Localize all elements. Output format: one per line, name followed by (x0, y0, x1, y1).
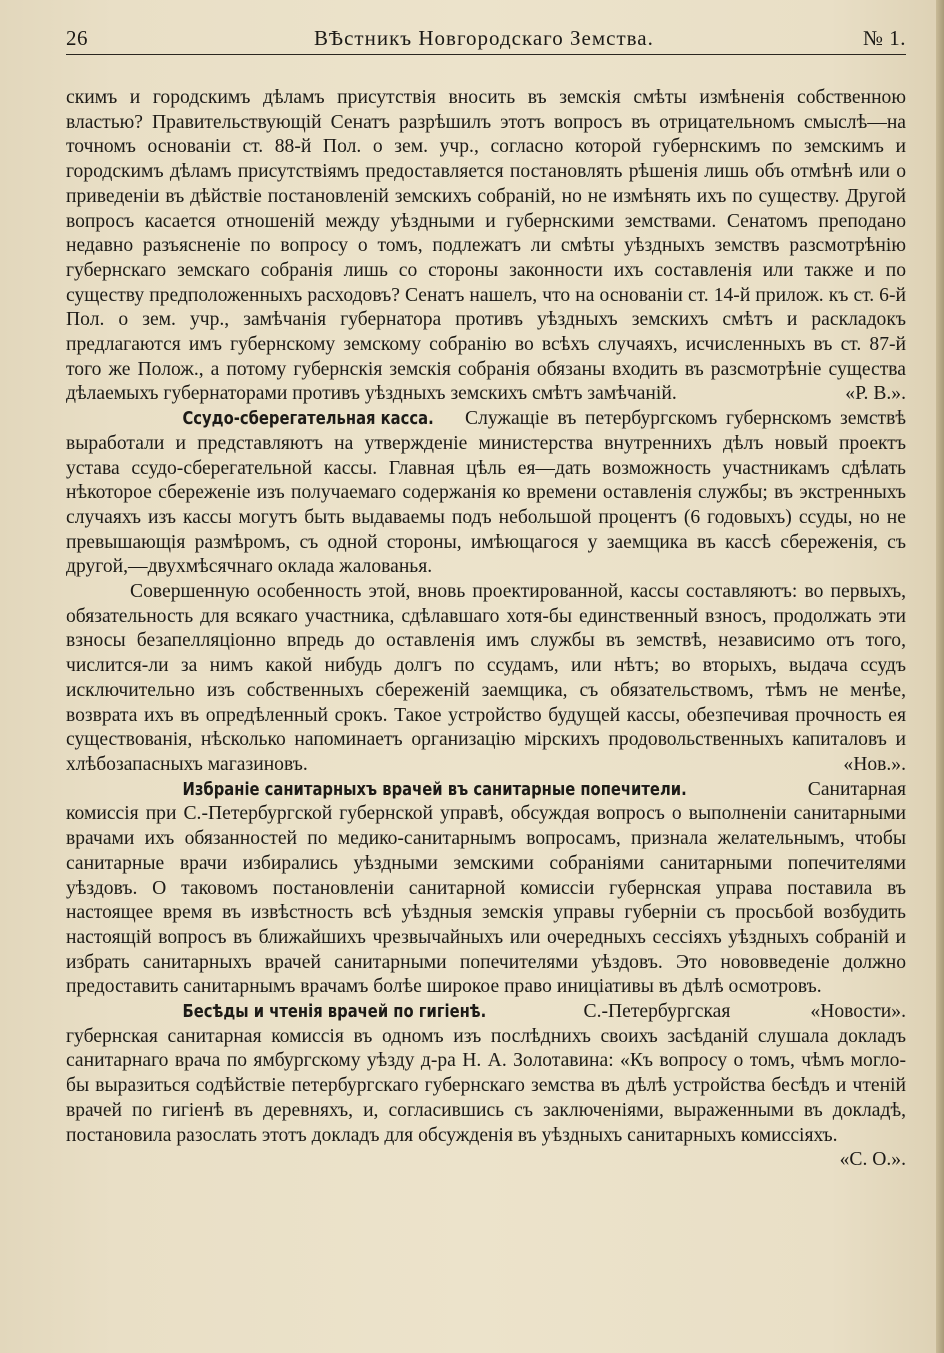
running-title: ВѢстникъ Новгородскаго Земства. (314, 26, 654, 50)
article-body: С.-Петербургская губернская санитарная комиссія въ одномъ изъ послѣднихъ своихъ засѣданій слушала докладъ санитарнаго врача по ямбургскому уѣзду д-ра Н. А. Золотавина: «Къ вопросу о томъ, чѣмъ могло-бы выразиться содѣйствіе петербургскаго губернскаго земства въ дѣлѣ устройства бесѣдъ и чтеній врачей по гигіенѣ въ деревняхъ, и, согласившись съ заключеніями, выраженными въ докладѣ, постановила разослать этотъ докладъ для обсужденія въ уѣздныхъ санитарныхъ комиссіяхъ. (66, 1001, 906, 1146)
page-edge (936, 0, 944, 1353)
article-signature: «Р. В.». (845, 383, 906, 405)
article-continued (66, 86, 906, 407)
article-signature: «Новости». (810, 1001, 906, 1023)
article-heading: Избраніе санитарныхъ врачей въ санитарные попечители. (182, 778, 687, 800)
article-body: Служащіе въ петербургскомъ губернскомъ земствѣ выработали и представляютъ на утвержденіе министерства внутреннихъ дѣлъ новый проектъ устава ссудо-сберегательной кассы. Главная цѣль ея—дать возможность участникамъ сдѣлать нѣкоторое сбереженіе изъ получаемаго содержанія ко времени оставленія службы; въ экстренныхъ случаяхъ изъ кассы могутъ быть выдаваемы подъ небольшой процентъ (6 годовыхъ) ссуды, но не превышающія размѣромъ, съ одной стороны, имѣющагося у заемщика въ кассѣ сбереженія, съ другой,—двухмѣсячнаго оклада жалованья. (66, 408, 906, 578)
article-savings-fund-continued (66, 580, 906, 778)
article-savings-fund (66, 407, 906, 580)
page-number: 26 (66, 26, 88, 50)
article-heading: Ссудо-сберегательная касса. (182, 408, 434, 430)
issue-number: № 1. (862, 26, 906, 50)
article-signature: «Нов.». (843, 753, 906, 775)
article-body: скимъ и городскимъ дѣламъ присутствія вносить въ земскія смѣты измѣненія собственною властью? Правительствующій Сенатъ разрѣшилъ этотъ вопросъ въ отрицательномъ смыслѣ—на точномъ основаніи ст. 88-й Пол. о зем. учр., согласно которой губернскимъ по земскимъ и городскимъ дѣламъ присутствіямъ предоставляется постановлять рѣшенія лишь объ отмѣнѣ или о приведеніи въ дѣйствіе постановленій земскихъ собраній, но не измѣнять ихъ по существу. Другой вопросъ касается отношеній между уѣздными и губернскими земствами. Сенатомъ преподано недавно разъясненіе по вопросу о томъ, подлежатъ ли смѣты уѣздныхъ земствъ разсмотрѣнію губернскаго земскаго собранія лишь со стороны законности ихъ составленія или также и по существу предположенныхъ расходовъ? Сенатъ нашелъ, что на основаніи ст. 14-й прилож. къ ст. 6-й Пол. о зем. учр., замѣчанія губернатора противъ уѣздныхъ земскихъ смѣтъ и раскладокъ предлагаются имъ губернскому земскому собранію во всѣхъ случаяхъ, исчисленныхъ въ ст. 87-й того же Полож., а потому губернскія земскія собранія обязаны входить въ разсмотрѣніе существа дѣлаемыхъ губернаторами противъ уѣздныхъ земскихъ смѣтъ замѣчаній. (66, 87, 906, 405)
article-body: Санитарная комиссія при С.-Петербургской губернской управѣ, обсуждая вопросъ о выполненіи санитарными врачами ихъ обязанностей по медико-санитарнымъ вопросамъ, признала желательнымъ, чтобы санитарные врачи избирались уѣздными земскими собраніями санитарными попечителями уѣздовъ. О таковомъ постановленіи санитарной комиссіи губернская управа поставила въ настоящее время въ извѣстность всѣ уѣздныя земскія управы губерніи съ просьбой возбудить настоящій вопросъ въ ближайшихъ чрезвычайныхъ или очередныхъ сессіяхъ уѣздныхъ собраній и избрать санитарныхъ врачей санитарными попечителями уѣздовъ. Это нововведеніе должно предоставить санитарнымъ врачамъ болѣе широкое право иниціативы въ дѣлѣ осмотровъ. (66, 778, 906, 998)
running-header (66, 24, 906, 55)
page-body (66, 86, 906, 1173)
article-body: Совершенную особенность этой, вновь проектированной, кассы составляютъ: во первыхъ, обязательность для всякаго участника, сдѣлавшаго хотя-бы единственный взносъ, продолжать эти взносы безапелляціонно впредь до оставленія имъ службы въ земствѣ, независимо отъ того, числится-ли за нимъ какой нибудь долгъ по ссудамъ, или нѣтъ; во вторыхъ, выдача ссудъ исключительно изъ собственныхъ сбереженій заемщика, съ обязательствомъ, тѣмъ не менѣе, возврата ихъ въ опредѣленный срокъ. Такое устройство будущей кассы, обезпечивая прочность ея существованія, нѣсколько напоминаетъ организацію мірскихъ продовольственныхъ капиталовъ и хлѣбозапасныхъ магазиновъ. (66, 581, 906, 775)
article-signature: «С. О.». (839, 1149, 906, 1171)
article-heading: Бесѣды и чтенія врачей по гигіенѣ. (182, 1001, 487, 1023)
